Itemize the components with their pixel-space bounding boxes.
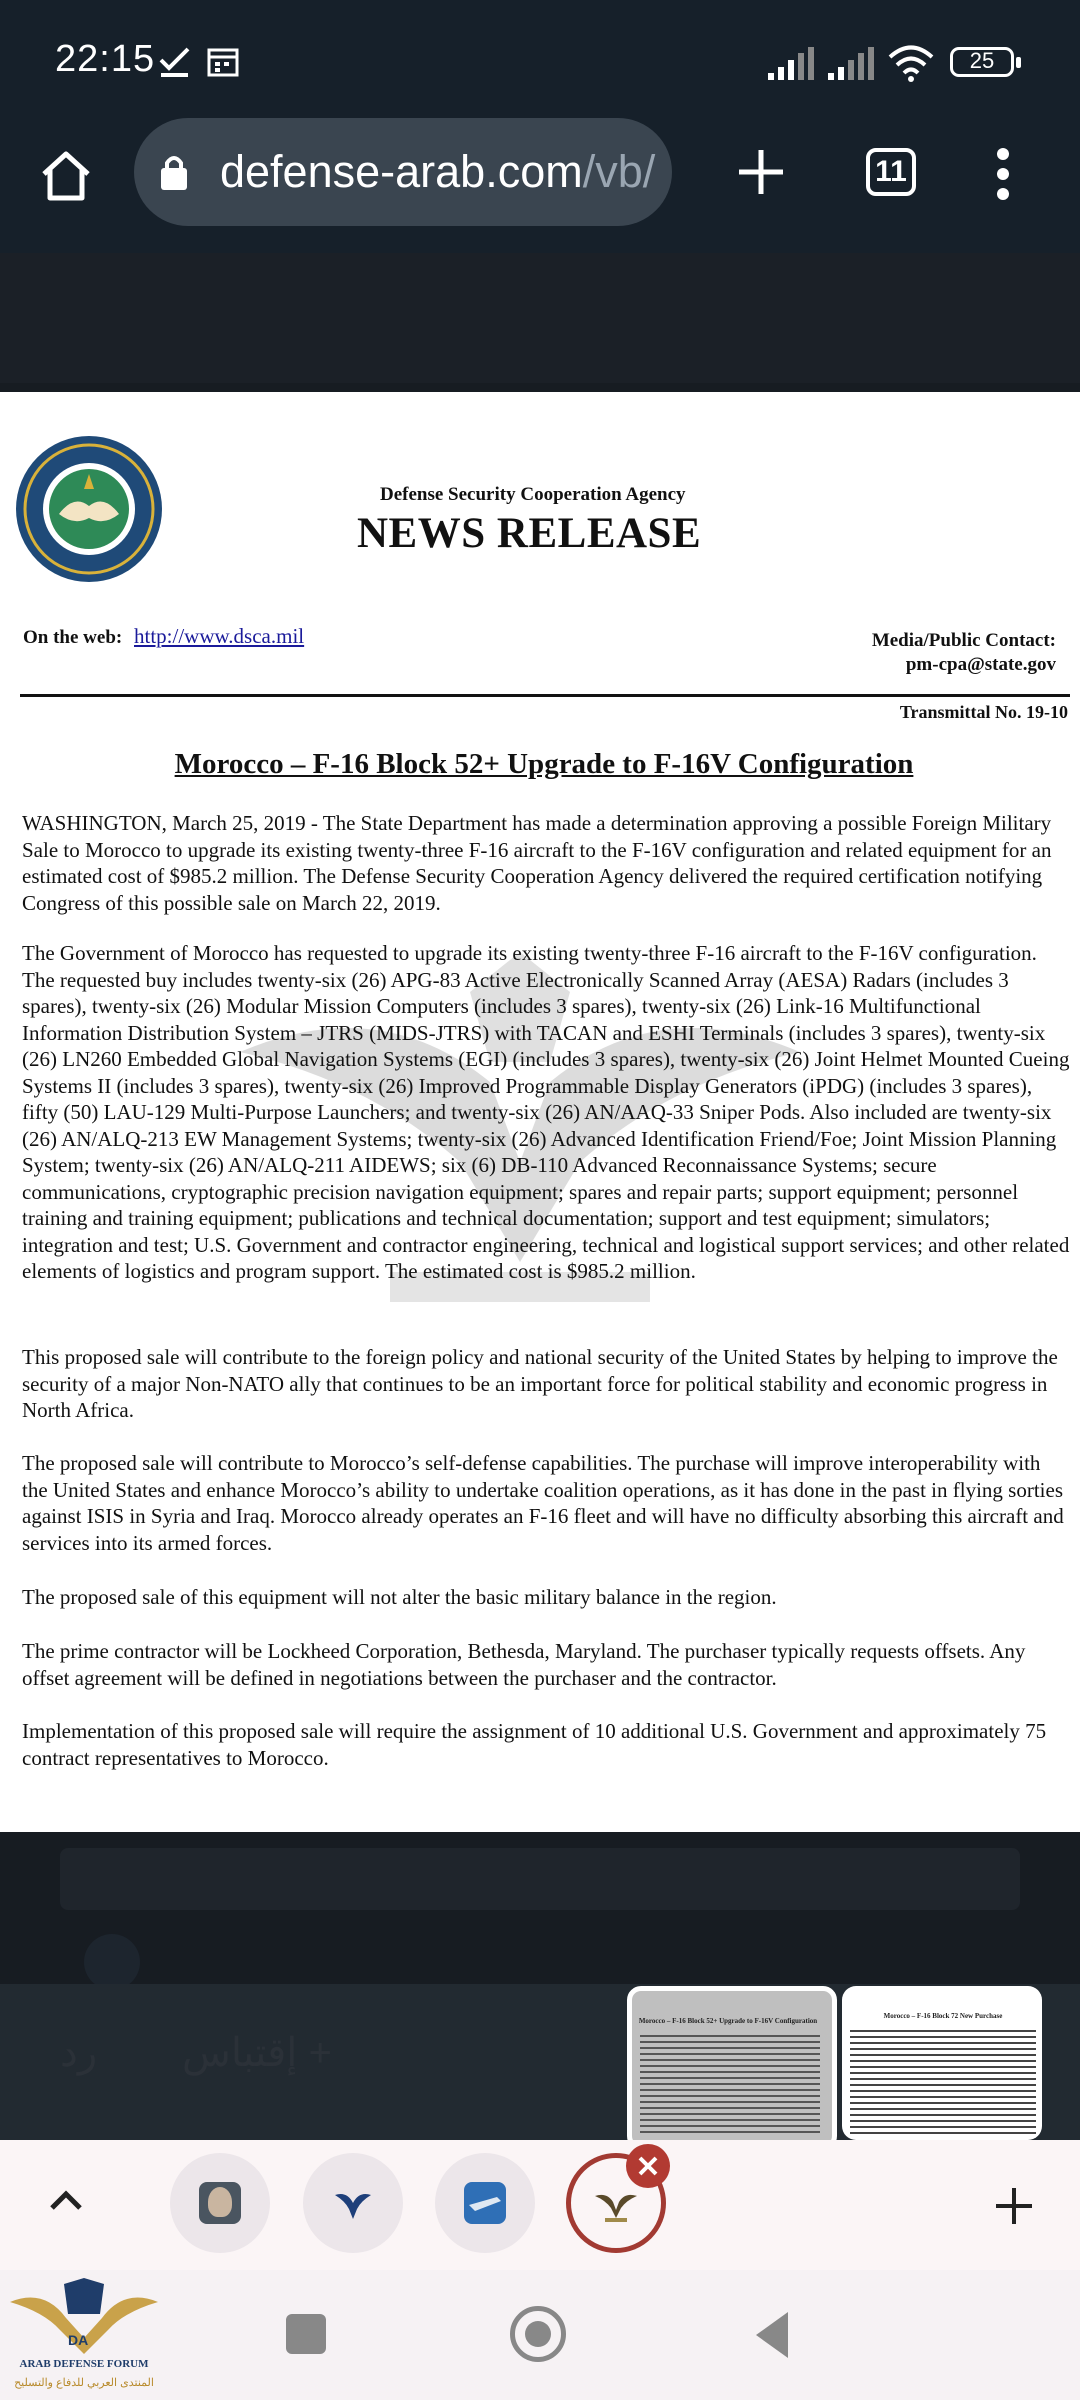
dimmed-post-bar (60, 1848, 1020, 1910)
web-label: On the web: (23, 627, 123, 648)
browser-toolbar (0, 118, 1080, 253)
wifi-icon (888, 44, 934, 82)
url-domain: defense-arab.com (220, 146, 583, 197)
forum-name: ARAB DEFENSE FORUM (19, 2358, 149, 2370)
signal-icon (766, 46, 816, 82)
lock-icon (158, 152, 190, 192)
forum-logo-watermark (4, 2278, 164, 2400)
calendar-icon (206, 46, 240, 78)
quote-button[interactable]: + إقتباس (182, 2031, 332, 2075)
tab-switcher-strip (0, 2140, 1080, 2270)
release-heading: NEWS RELEASE (357, 510, 702, 557)
paragraph-2: The Government of Morocco has requested to upgrade its existing twenty-three F-16 aircraft to the F-16V configuration. The requested buy includes twenty-six (26) APG-83 Active Electronically Scanned Array (AESA) Radars (includes 3 spares), twenty-six (26) Modular Mission Computers (includes 3 spares), twenty-six (26) Link-16 Multifunctional Information Distribution System – JTRS (MIDS-JTRS) with TACAN and ESHI Terminals (includes 3 spares), twenty-six (26) LN260 Embedded Global Navigation Systems (EGI) (includes 3 spares), twenty-six (26) Joint Helmet Mounted Cueing Systems II (includes 3 spares), twenty-six (26) Improved Programmable Display Generators (iPDG) (includes 3 spares), fifty (50) LAU-129 Multi-Purpose Launchers; and twenty-six (26) AN/AAQ-33 Sniper Pods. Also included are twenty-six (26) AN/ALQ-213 EW Management Systems; twenty-six (26) Advanced Identification Friend/Foe; Joint Mission Planning System; twenty-six (26) AN/ALQ-211 AIDEWS; six (6) DB-110 Advanced Reconnaissance Systems; secure communications, cryptographic precision navigation equipment; spares and repair parts; support equipment; personnel training and training equipment; publications and technical documentation; support and test equipment; simulators; integration and test; U.S. Government and contractor engineering, technical and logistical support services; and other related elements of logistics and program support. The estimated cost is $985.2 million. (22, 941, 1070, 1283)
image-thumbnail[interactable] (627, 1986, 837, 2150)
back-button[interactable] (752, 2310, 792, 2360)
system-navigation-bar (0, 2270, 1080, 2400)
news-release-image (0, 392, 1080, 1832)
status-bar (0, 0, 1080, 118)
document-title: Morocco – F-16 Block 52+ Upgrade to F-16V Configuration (174, 748, 914, 780)
tab-avatar-eagle[interactable] (303, 2153, 403, 2253)
new-tab-plus-icon[interactable] (735, 146, 787, 198)
checkmark-icon (158, 46, 192, 78)
url-text (220, 118, 655, 226)
paragraph-5: The proposed sale of this equipment will not alter the basic military balance in the region. (22, 1585, 777, 1609)
recents-button[interactable] (286, 2314, 326, 2354)
home-button[interactable] (510, 2306, 566, 2362)
header-divider (20, 694, 1070, 697)
contact-label: Media/Public Contact: (871, 630, 1056, 651)
chevron-up-icon[interactable] (46, 2184, 86, 2214)
status-time: 22:15 (55, 38, 156, 80)
battery-icon (950, 47, 1014, 77)
signal-icon (826, 46, 876, 82)
dsca-web-link[interactable]: http://www.dsca.mil (134, 624, 305, 648)
tab-avatar-jet[interactable] (435, 2153, 535, 2253)
battery-level: 25 (969, 48, 995, 73)
url-path: /vb/ (582, 146, 656, 197)
dsca-seal-icon (14, 434, 164, 584)
image-thumbnail[interactable] (842, 1986, 1042, 2140)
menu-kebab-icon[interactable] (990, 146, 1016, 202)
media-contact (872, 629, 1056, 677)
home-icon[interactable] (36, 146, 96, 206)
tab-avatar-portrait[interactable] (170, 2153, 270, 2253)
agency-name: Defense Security Cooperation Agency (380, 484, 686, 505)
tab-count: 11 (875, 155, 907, 188)
add-tab-icon[interactable] (992, 2184, 1036, 2228)
paragraph-7: Implementation of this proposed sale will require the assignment of 10 additional U.S. Government and approximately 75 contract representatives to Morocco. (22, 1719, 1047, 1770)
url-bar[interactable] (134, 118, 672, 226)
forum-initials: DA (68, 2332, 89, 2348)
paragraph-3: This proposed sale will contribute to the foreign policy and national security of the United States by helping to improve the security of a major Non-NATO ally that continues to be an important force for political stability and economic progress in North Africa. (22, 1345, 1058, 1422)
forum-arabic-name: المنتدى العربي للدفاع والتسليح (14, 2377, 154, 2389)
thumbnail-title: Morocco – F-16 Block 52+ Upgrade to F-16V Configuration (638, 2017, 818, 2025)
thumbnail-title: Morocco – F-16 Block 72 New Purchase (883, 2012, 1003, 2020)
reply-button[interactable]: رد (60, 2031, 98, 2075)
contact-email: pm-cpa@state.gov (905, 654, 1056, 675)
close-tab-icon[interactable] (626, 2144, 670, 2188)
dimmed-avatar (84, 1934, 140, 1990)
paragraph-6: The prime contractor will be Lockheed Corporation, Bethesda, Maryland. The purchaser typically requests offsets. Any offset agreement will be defined in negotiations between the purchaser and the contractor. (22, 1639, 1026, 1690)
paragraph-4: The proposed sale will contribute to Morocco’s self-defense capabilities. The purchase will improve interoperability with the United States and enhance Morocco’s ability to undertake coalition operations, as it has done in the past in flying sorties against ISIS in Syria and Iraq. Morocco already operates an F-16 fleet and will have no difficulty absorbing this aircraft and services into its armed forces. (22, 1451, 1064, 1555)
transmittal-number: Transmittal No. 19-10 (899, 702, 1068, 722)
paragraph-1: WASHINGTON, March 25, 2019 - The State Department has made a determination approving a possible Foreign Military Sale to Morocco to upgrade its existing twenty-three F-16 aircraft to the F-16V configuration and related equipment for an estimated cost of $985.2 million. The Defense Security Cooperation Agency delivered the required certification notifying Congress of this possible sale on March 22, 2019. (22, 811, 1052, 915)
tab-count-button[interactable] (866, 148, 916, 196)
dimmed-header (0, 253, 1080, 383)
